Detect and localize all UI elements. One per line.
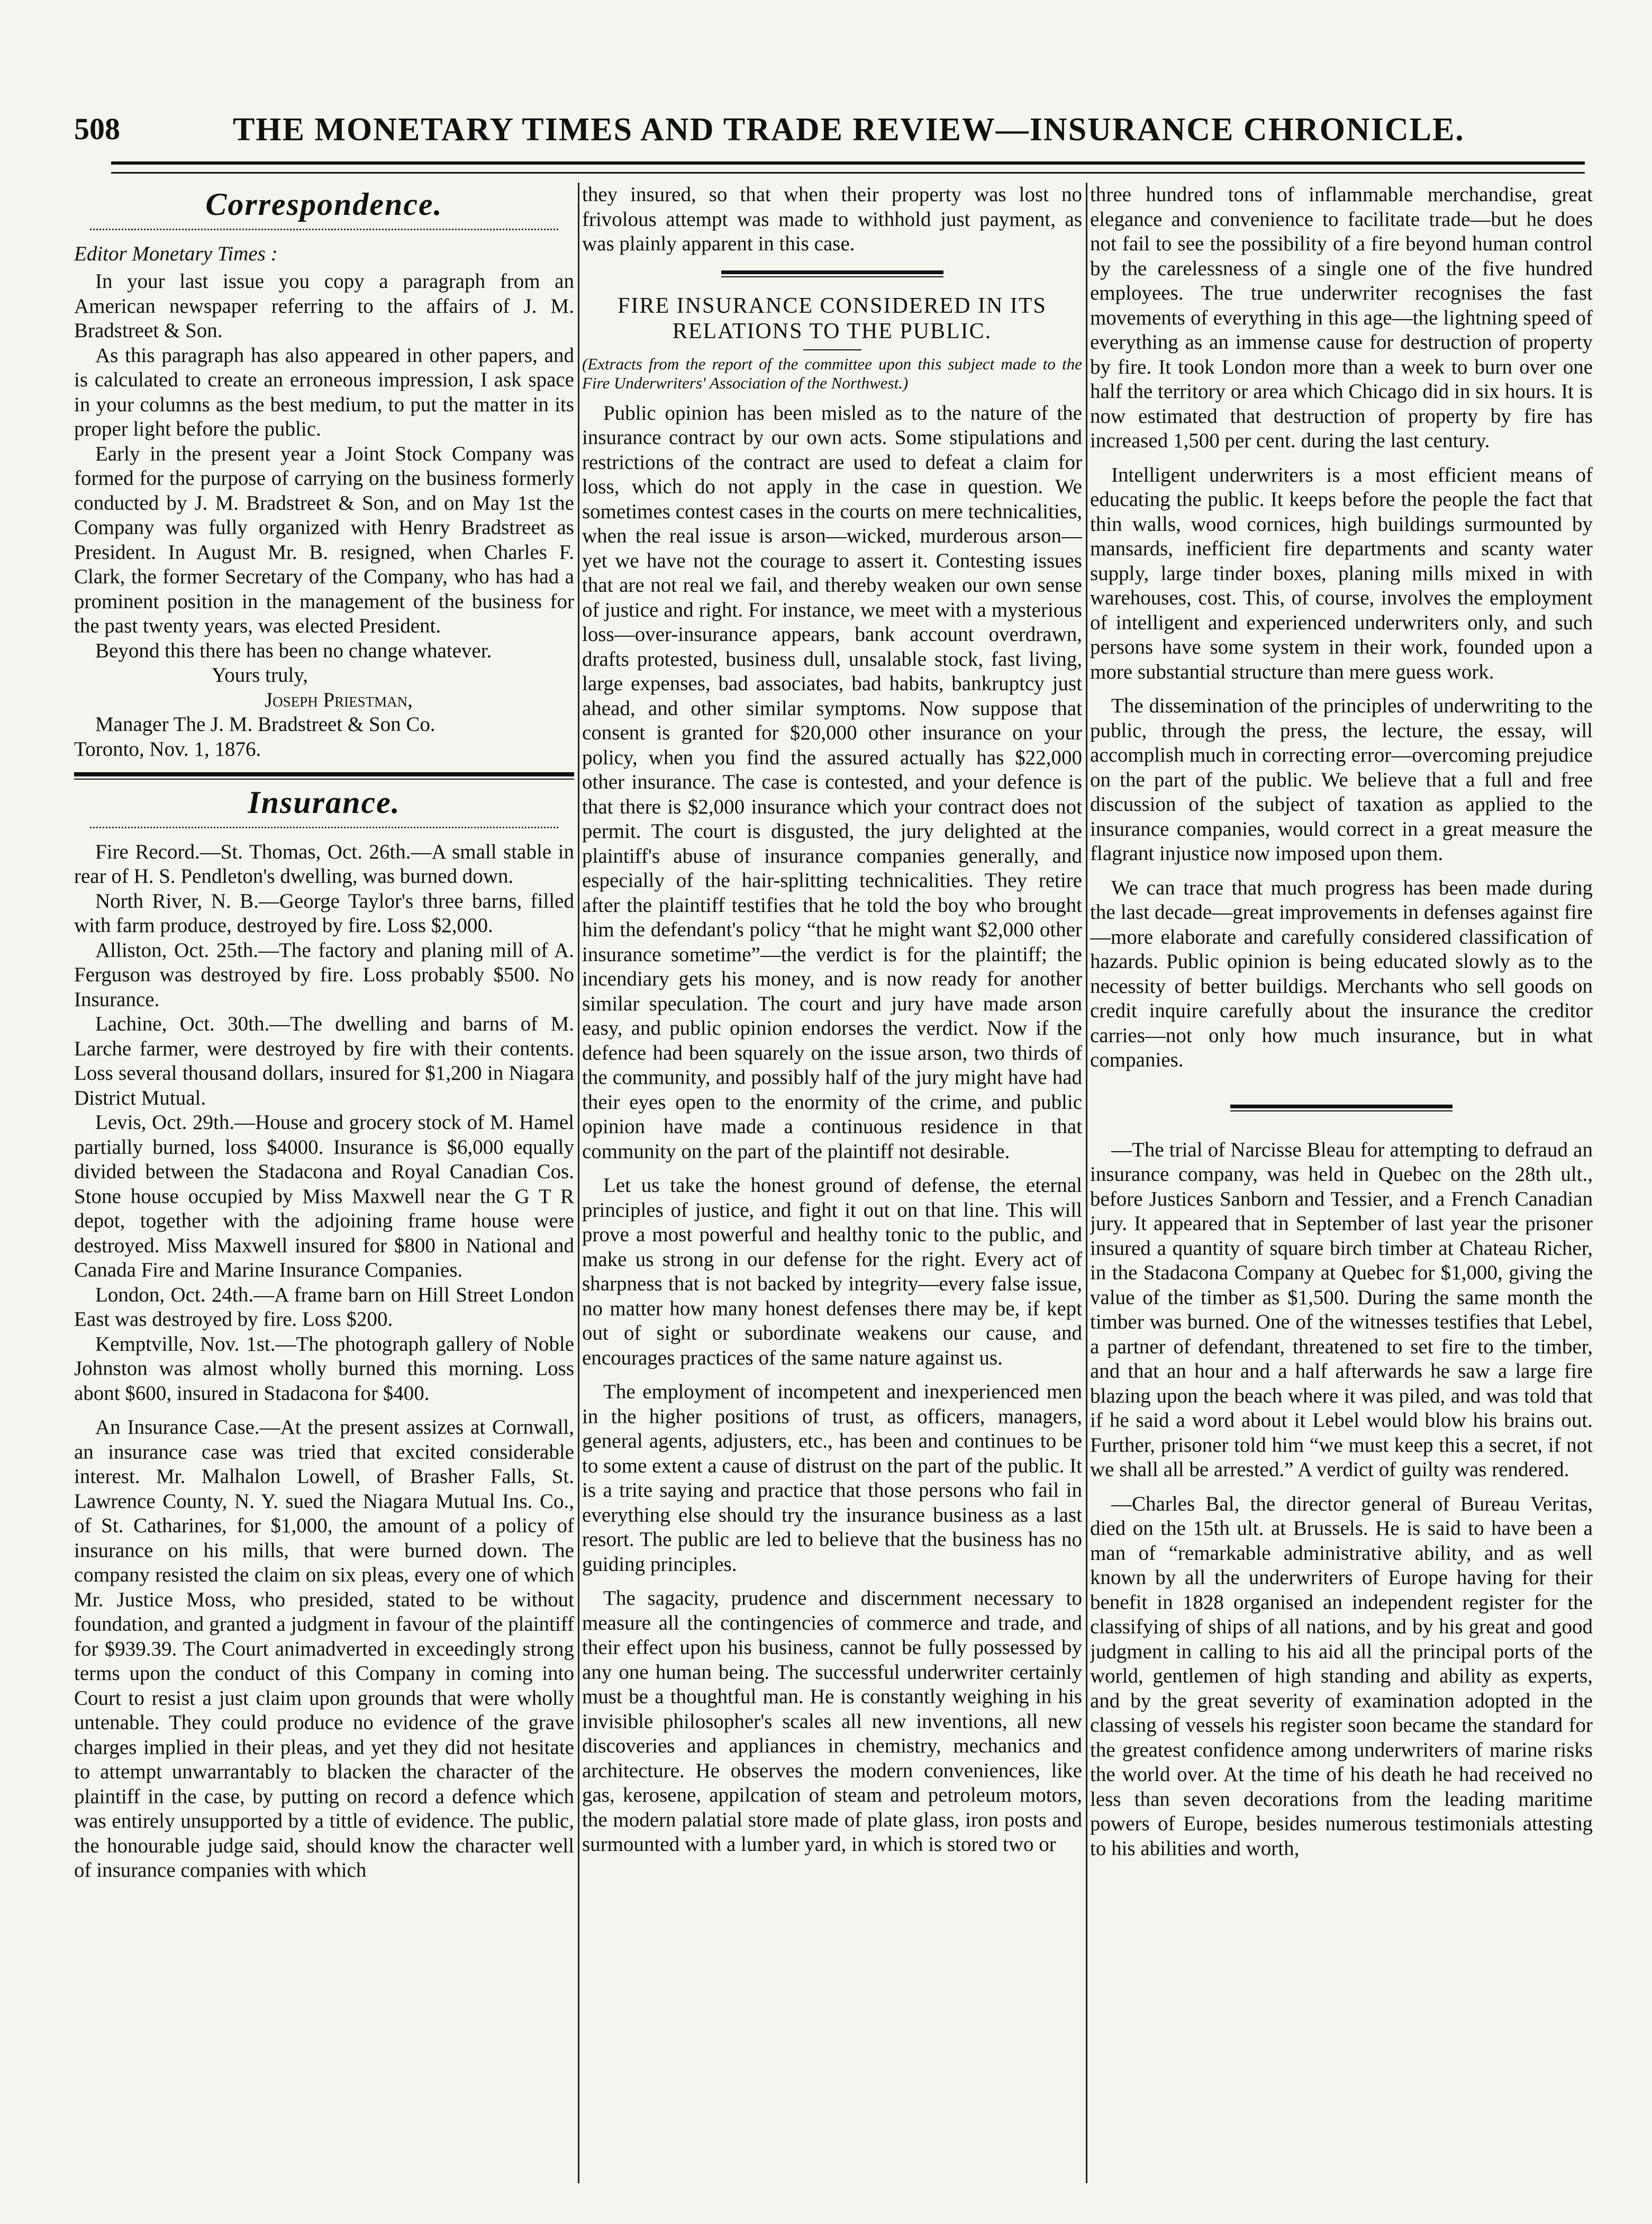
news-item: —The trial of Narcisse Bleau for attempting to defraud an insurance company, was held in Quebec on the 28th ult., before Justices Sanborn and Tessier, and a French Canadian jury. It appeared that in September of last year the prisoner insured a quantity of square birch timber at Chateau Richer, in the Stadacona Company at Quebec for $1,000, giving the value of the timber as $1,500. During the same month the timber was burned. One of the witnesses testifies that Lebel, a partner of defendant, threatened to set fire to the timber, and that an hour and a half afterwards he saw a large fire blazing upon the beach where it was piled, and was told that if he said a word about it Lebel would blow his brains out. Further, prisoner told him “we must keep this a secret, if not we shall all be arrested.” A verdict of guilty was rendered.: [1090, 1138, 1593, 1481]
ornamental-rule: [90, 222, 558, 230]
article-paragraph: Intelligent underwriters is a most efficient means of educating the public. It keeps before the people the fact that thin walls, wood cornices, high buildings surmounted by mansards, inefficient fire departments and scanty water supply, large tinder boxes, planing mills mixed in with warehouses, cost. This, of course, involves the employment of intelligent and experienced underwriters only, and such persons have some system in their work, founded upon a more substantial structure than mere guess work.: [1090, 463, 1593, 683]
header-rule-thin: [111, 172, 1585, 174]
ornamental-rule: [90, 820, 558, 828]
fire-record-item: Levis, Oct. 29th.—House and grocery stock of M. Hamel partially burned, loss $4000. Insurance is $6,000 equally divided between the Stadacona and Royal Canadian Cos. Stone house occupied by Miss Maxwell near the G T R depot, together with the adjoining frame house were destroyed. Miss Maxwell insured for $800 in National and Canada Fire and Marine Insurance Companies.: [74, 1111, 574, 1281]
fire-record-item: North River, N. B.—George Taylor's three barns, filled with farm produce, destroyed by fire. Loss $2,000.: [74, 889, 574, 937]
sign-off: Yours truly,: [212, 664, 308, 686]
fire-record-item: Fire Record.—St. Thomas, Oct. 26th.—A small stable in rear of H. S. Pendleton's dwelling, was burned down.: [74, 840, 574, 888]
article-paragraph: Public opinion has been misled as to the nature of the insurance contract by our own acts. Some stipulations and restrictions of the contract are used to defeat a claim for loss, which do not apply in the case in question. We sometimes contest cases in the courts on mere technicalities, when the real issue is arson—wicked, murderous arson—yet we have not the courage to assert it. Contesting issues that are not real we fail, and thereby weaken our own sense of justice and right. For instance, we meet with a mysterious loss—over-insurance appears, bank account overdrawn, drafts protested, business dull, unsalable stock, fast living, large expenses, bad associates, bad habits, bankruptcy just ahead, and other similar symptoms. Now suppose that consent is granted for $20,000 other insurance on your policy, when you find the assured actually has $22,000 other insurance. The case is contested, and your defence is that there is $2,000 insurance which your contract does not permit. The court is disgusted, the jury delighted at the plaintiff's abuse of insurance companies generally, and especially of the hair-splitting technicalities. They retire after the plaintiff testifies that he told the boy who brought him the defendant's policy “that he might want $2,000 other insurance sometime”—the verdict is for the plaintiff; the incendiary gets his money, and is now ready for another similar speculation. The court and jury have made arson easy, and public opinion endorses the verdict. Now if the defence had been squarely on the issue arson, two thirds of the community, and possibly half of the jury might have had their eyes open to the enormity of the crime, and public opinion have made a continuous residence in that community on the part of the plaintiff not desirable.: [582, 401, 1082, 1163]
fire-record-item: Kemptville, Nov. 1st.—The photograph gallery of Noble Johnston was almost wholly burned this morning. Loss abont $600, insured in Stadacona for $400.: [74, 1332, 574, 1405]
column-3: [1090, 183, 1593, 2183]
title-rule: [803, 349, 861, 350]
page-number: 508: [74, 112, 120, 146]
article-paragraph: The dissemination of the principles of underwriting to the public, through the press, the lecture, the essay, will accomplish much in correcting error—overcoming prejudice on the part of the public. We believe that a full and free discussion of the subject of taxation as applied to the insurance companies, would correct in a great measure the flagrant injustice now imposed upon them.: [1090, 694, 1593, 865]
signer-title: Manager The J. M. Bradstreet & Son Co.: [95, 713, 435, 736]
column-2: [582, 183, 1082, 2183]
page-header: [74, 106, 1598, 164]
correspondence-heading: Correspondence.: [205, 187, 443, 222]
letter-paragraph: In your last issue you copy a paragraph from an American newspaper referring to the affairs of J. M. Bradstreet & Son.: [74, 270, 574, 342]
letter-paragraph: Beyond this there has been no change whatever.: [95, 639, 492, 662]
article-paragraph: three hundred tons of inflammable merchandise, great elegance and convenience to facilitate trade—but he does not fail to see the possibility of a fire beyond human control by the carelessness of a single one of the five hundred employees. The true underwriter recognises the fast movements of everything in this age—the lightning speed of everything as an immense cause for destruction of property by fire. It took London more than a week to burn over one half the territory or area which Chicago did in six hours. It is now estimated that destruction of property by fire has increased 1,500 per cent. during the last century.: [1090, 183, 1593, 452]
column-1: [74, 183, 574, 2183]
news-item: —Charles Bal, the director general of Bureau Veritas, died on the 15th ult. at Brussels. He is said to have been a man of “remarkable administrative ability, and as well known by all the underwriters of Europe having for their benefit in 1828 organised an independent register for the classifying of ships of all nations, and by his great and good judgment in calling to his aid all the principal ports of the world, gentlemen of high standing and ability as experts, and by the great severity of examination adopted in the classing of vessels his register soon became the standard for the greatest confidence among underwriters of marine risks the world over. At the time of his death he had received no less than seven decorations from the leading maritime powers of Europe, besides numerous testimonials attesting to his abilities and worth,: [1090, 1492, 1593, 1860]
article-paragraph: Let us take the honest ground of defense, the eternal principles of justice, and fight it out on that line. This will prove a most powerful and healthy tonic to the public, and make us strong in our defense for the right. Every act of sharpness that is not backed by integrity—every false issue, no matter how many honest defenses there may be, if kept out of sight or subordinate weakens our cause, and encourages practices of the same nature against us.: [582, 1174, 1082, 1369]
place-date: Toronto, Nov. 1, 1876.: [74, 737, 261, 761]
article-divider: [1230, 1105, 1453, 1111]
fire-record-item: Lachine, Oct. 30th.—The dwelling and barns of M. Larche farmer, were destroyed by fire with their contents. Loss several thousand dollars, insured for $1,200 in Niagara District Mutual.: [74, 1012, 574, 1109]
insurance-heading: Insurance.: [248, 785, 401, 820]
letter-paragraph: As this paragraph has also appeared in other papers, and is calculated to create an erroneous impression, I ask space in your columns as the best medium, to put the matter in its proper light before the public.: [74, 343, 574, 440]
article-title: FIRE INSURANCE CONSIDERED IN ITS RELATIONS TO THE PUBLIC.: [618, 293, 1047, 343]
letter-paragraph: Early in the present year a Joint Stock Company was formed for the purpose of carrying on the business formerly conducted by J. M. Bradstreet & Son, and on May 1st the Company was fully organized with Henry Bradstreet as President. In August Mr. B. resigned, when Charles F. Clark, the former Secretary of the Company, who has had a prominent position in the management of the business for the past twenty years, was elected President.: [74, 442, 574, 637]
section-divider: [74, 772, 574, 780]
continued-paragraph: they insured, so that when their property was lost no frivolous attempt was made to withhold just payment, as was plainly apparent in this case.: [582, 183, 1082, 255]
article-subtitle: (Extracts from the report of the committee upon this subject made to the Fire Underwriters' Association of the Northwest.): [582, 354, 1082, 392]
article-paragraph: The employment of incompetent and inexperienced men in the higher positions of trust, as officers, managers, general agents, adjusters, etc., has been and continues to be to some extent a cause of distrust on the part of the public. It is a trite saying and practice that those persons who fail in everything else should try the insurance business as a last resort. The public are led to believe that the business has no guiding principles.: [582, 1380, 1082, 1576]
article-divider: [721, 270, 943, 277]
salutation: Editor Monetary Times :: [74, 242, 278, 265]
fire-record-item: London, Oct. 24th.—A frame barn on Hill Street London East was destroyed by fire. Loss $200.: [74, 1283, 574, 1331]
insurance-case-paragraph: An Insurance Case.—At the present assizes at Cornwall, an insurance case was tried that excited considerable interest. Mr. Malhalon Lowell, of Brasher Falls, St. Lawrence County, N. Y. sued the Niagara Mutual Ins. Co., of St. Catharines, for $1,000, the amount of a policy of insurance on his mills, that were burned down. The company resisted the claim on six pleas, every one of which Mr. Justice Moss, who presided, stated to be without foundation, and granted a judgment in favour of the plaintiff for $939.39. The Court animadverted in exceedingly strong terms upon the conduct of this Company in coming into Court to resist a just claim upon grounds that were wholly untenable. They could produce no evidence of the grave charges implied in their pleas, and yet they did not hesitate to attempt unwarrantably to blacken the character of the plaintiff in the case, by putting on record a defence which was entirely unsupported by a tittle of evidence. The public, the honourable judge said, should know the character well of insurance companies with which: [74, 1416, 574, 1882]
fire-record-item: Alliston, Oct. 25th.—The factory and planing mill of A. Ferguson was destroyed by fire. Loss probably $500. No Insurance.: [74, 938, 574, 1011]
running-head: THE MONETARY TIMES AND TRADE REVIEW—INSURANCE CHRONICLE.: [233, 112, 1465, 148]
article-paragraph: The sagacity, prudence and discernment necessary to measure all the contingencies of commerce and trade, and their effect upon his business, cannot be fully possessed by any one human being. The successful underwriter certainly must be a thoughtful man. He is constantly weighing in his invisible philosopher's scales all new inventions, all new discoveries and appliances in chemistry, mechanics and architecture. He observes the modern conveniences, like gas, kerosene, appilcation of steam and petroleum motors, the modern palatial store made of plate glass, iron posts and surmounted with a lumber yard, in which is stored two or: [582, 1587, 1082, 1856]
signer-name: Joseph Priestman,: [265, 688, 413, 711]
article-paragraph: We can trace that much progress has been made during the last decade—great improvements in defenses against fire—more elaborate and carefully considered classification of hazards. Public opinion is being educated slowly as to the necessity of better buildigs. Merchants who sell goods on credit inquire carefully about the insurance the creditor carries—not only how much insurance, but in what companies.: [1090, 876, 1593, 1071]
header-rule: [111, 161, 1585, 165]
column-divider: [1086, 183, 1087, 2183]
column-divider: [578, 183, 579, 2183]
